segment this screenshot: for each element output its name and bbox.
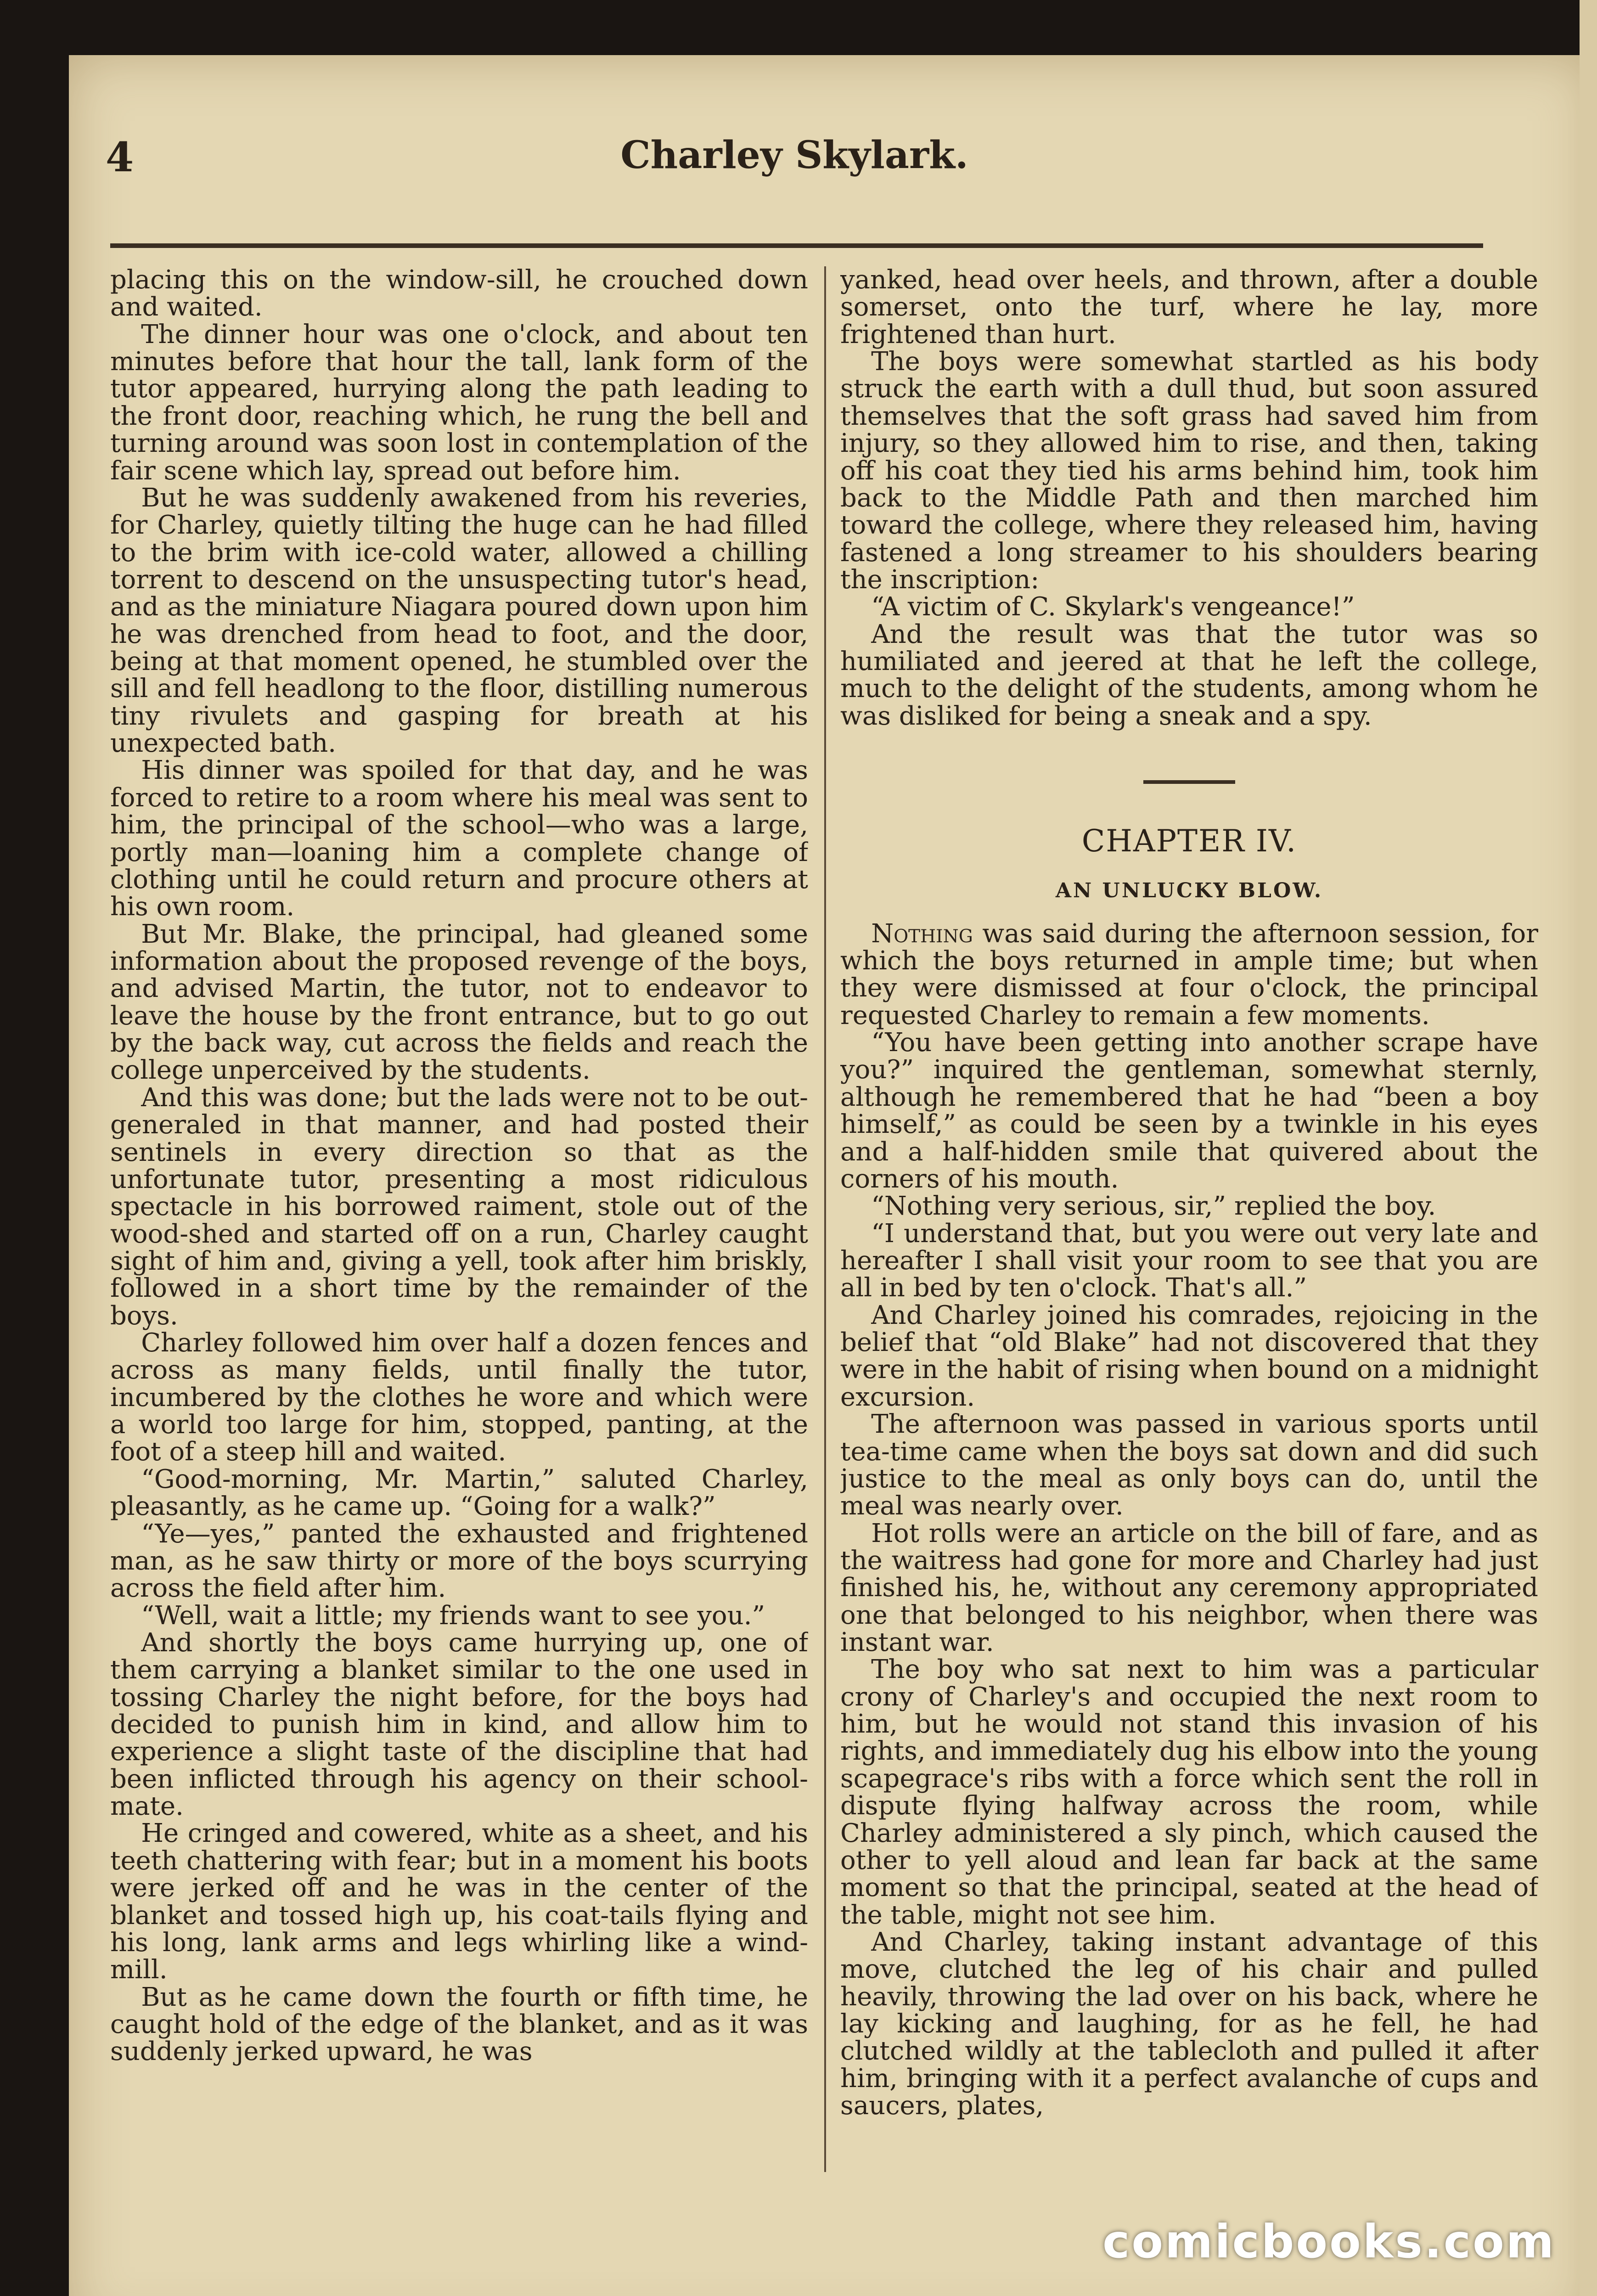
chapter-opening-text: was said during the afternoon session, for which the boys returned in ample time; but when they were dismissed at four o'clock, the principal requested Charley to remain a few moments. <box>840 918 1538 1030</box>
paragraph: The boy who sat next to him was a particular crony of Charley's and occupied the next room to him, but he would not stand this invasion of his rights, and immediately dug his elbow into the young scapegrace's ribs with a force which sent the roll in dispute flying halfway across the room, while Charley administered a sly pinch, which caused the other to yell aloud and lean far back at the same moment so that the principal, seated at the head of the table, might not see him. <box>840 1654 1538 1930</box>
chapter-opening-word: Nothing <box>871 918 973 949</box>
paragraph: “A victim of C. Skylark's vengeance!” <box>871 592 1355 622</box>
paragraph: But Mr. Blake, the principal, had gleaned some information about the proposed revenge of the boys, and advised Martin, the tutor, not to endeavor to leave the house by the front entrance, but to go out by the back way, cut across the fields and reach the college unperceived by the students. <box>110 919 808 1086</box>
header-rule <box>110 243 1483 248</box>
paragraph: Hot rolls were an article on the bill of fare, and as the waitress had gone for more and Charley had just finished his, he, without any ceremony appropriated one that belonged to his neighbor, when there was instant war. <box>840 1518 1538 1658</box>
column-divider <box>824 266 826 2172</box>
paragraph: “Well, wait a little; my friends want to see you.” <box>141 1600 765 1631</box>
adjacent-page-edge <box>1580 0 1597 2296</box>
paragraph: And shortly the boys came hurrying up, one of them carrying a blanket similar to the one used in tossing Charley the night before, for the boys had decided to punish him in kind, and allow him to experience a slight taste of the discipline that had been inflicted through his agency on their school-mate. <box>110 1627 808 1822</box>
left-column <box>110 266 808 2186</box>
section-separator <box>1143 780 1235 784</box>
paragraph: placing this on the window-sill, he crouched down and waited. <box>110 266 808 322</box>
paragraph: His dinner was spoiled for that day, and he was forced to retire to a room where his meal was sent to him, the principal of the school—who was a large, portly man—loaning him a complete change of clothing until he could return and procure others at his own room. <box>110 755 808 922</box>
paragraph: “You have been getting into another scrape have you?” inquired the gentleman, somewhat sternly, although he remembered that he had “been a boy himself,” as could be seen by a twinkle in his eyes and a half-hidden smile that quivered about the corners of his mouth. <box>840 1028 1538 1194</box>
paragraph: “Good-morning, Mr. Martin,” saluted Charley, pleasantly, as he came up. “Going for a walk?” <box>110 1464 808 1522</box>
paragraph: “Nothing very serious, sir,” replied the boy. <box>871 1191 1436 1221</box>
paragraph: The dinner hour was one o'clock, and about ten minutes before that hour the tall, lank form of the tutor appeared, hurrying along the path leading to the front door, reaching which, he rung the bell and turning around was soon lost in contemplation of the fair scene which lay, spread out before him. <box>110 319 808 486</box>
paragraph: “Ye—yes,” panted the exhausted and frightened man, as he saw thirty or more of the boys scurrying across the field after him. <box>110 1519 808 1604</box>
chapter-title: CHAPTER IV. <box>1081 823 1297 859</box>
paragraph: And Charley joined his comrades, rejoicing in the belief that “old Blake” had not discovered that they were in the habit of rising when bound on a midnight excursion. <box>840 1300 1538 1412</box>
paragraph: And Charley, taking instant advantage of this move, clutched the leg of his chair and pulled heavily, throwing the lad over on his back, where he lay kicking and laughing, for as he fell, he had clutched wildly at the tablecloth and pulled it after him, bringing with it a perfect avalanche of cups and saucers, plates, <box>840 1927 1538 2121</box>
paragraph: The afternoon was passed in various sports until tea-time came when the boys sat down and did such justice to the meal as only boys can do, until the meal was nearly over. <box>840 1409 1538 1521</box>
paragraph: Charley followed him over half a dozen fences and across as many fields, until finally the tutor, incumbered by the clothes he wore and which were a world too large for him, stopped, panting, at the foot of a steep hill and waited. <box>110 1328 808 1467</box>
paragraph: The boys were somewhat startled as his body struck the earth with a dull thud, but soon assured themselves that the soft grass had saved him from injury, so they allowed him to rise, and then, taking off his coat they tied his arms behind him, took him back to the Middle Path and then marched him toward the college, where they released him, having fastened a long streamer to his shoulders bearing the inscription: <box>840 347 1538 595</box>
running-title: Charley Skylark. <box>620 133 968 177</box>
page-header <box>106 133 1483 202</box>
paragraph: “I understand that, but you were out very late and hereafter I shall visit your room to see that you are all in bed by ten o'clock. That's all.” <box>840 1218 1538 1303</box>
paragraph <box>840 920 1538 1029</box>
site-watermark: comicbooks.com <box>1102 2215 1556 2268</box>
chapter-subtitle: AN UNLUCKY BLOW. <box>1055 879 1323 903</box>
paragraph: yanked, head over heels, and thrown, after a double somerset, onto the turf, where he lay, more frightened than hurt. <box>840 266 1538 349</box>
page-number: 4 <box>106 133 134 181</box>
right-column <box>840 266 1538 2186</box>
paragraph: But he was suddenly awakened from his reveries, for Charley, quietly tilting the huge can he had filled to the brim with ice-cold water, allowed a chilling torrent to descend on the unsuspecting tutor's head, and as the miniature Niagara poured down upon him he was drenched from head to foot, and the door, being at that moment opened, he stumbled over the sill and fell headlong to the floor, distilling numerous tiny rivulets and gasping for breath at his unexpected bath. <box>110 483 808 759</box>
paragraph: He cringed and cowered, white as a sheet, and his teeth chattering with fear; but in a moment his boots were jerked off and he was in the center of the blanket and tossed high up, his coat-tails flying and his long, lank arms and legs whirling like a wind-mill. <box>110 1818 808 1985</box>
paragraph: But as he came down the fourth or fifth time, he caught hold of the edge of the blanket, and as it was suddenly jerked upward, he was <box>110 1982 808 2067</box>
paragraph: And the result was that the tutor was so humiliated and jeered at that he left the college, much to the delight of the students, among whom he was disliked for being a sneak and a spy. <box>840 619 1538 731</box>
paragraph: And this was done; but the lads were not to be out-generaled in that manner, and had posted their sentinels in every direction so that as the unfortunate tutor, presenting a most ridiculous spectacle in his borrowed raiment, stole out of the wood-shed and started off on a run, Charley caught sight of him and, giving a yell, took after him briskly, followed in a short time by the remainder of the boys. <box>110 1082 808 1331</box>
